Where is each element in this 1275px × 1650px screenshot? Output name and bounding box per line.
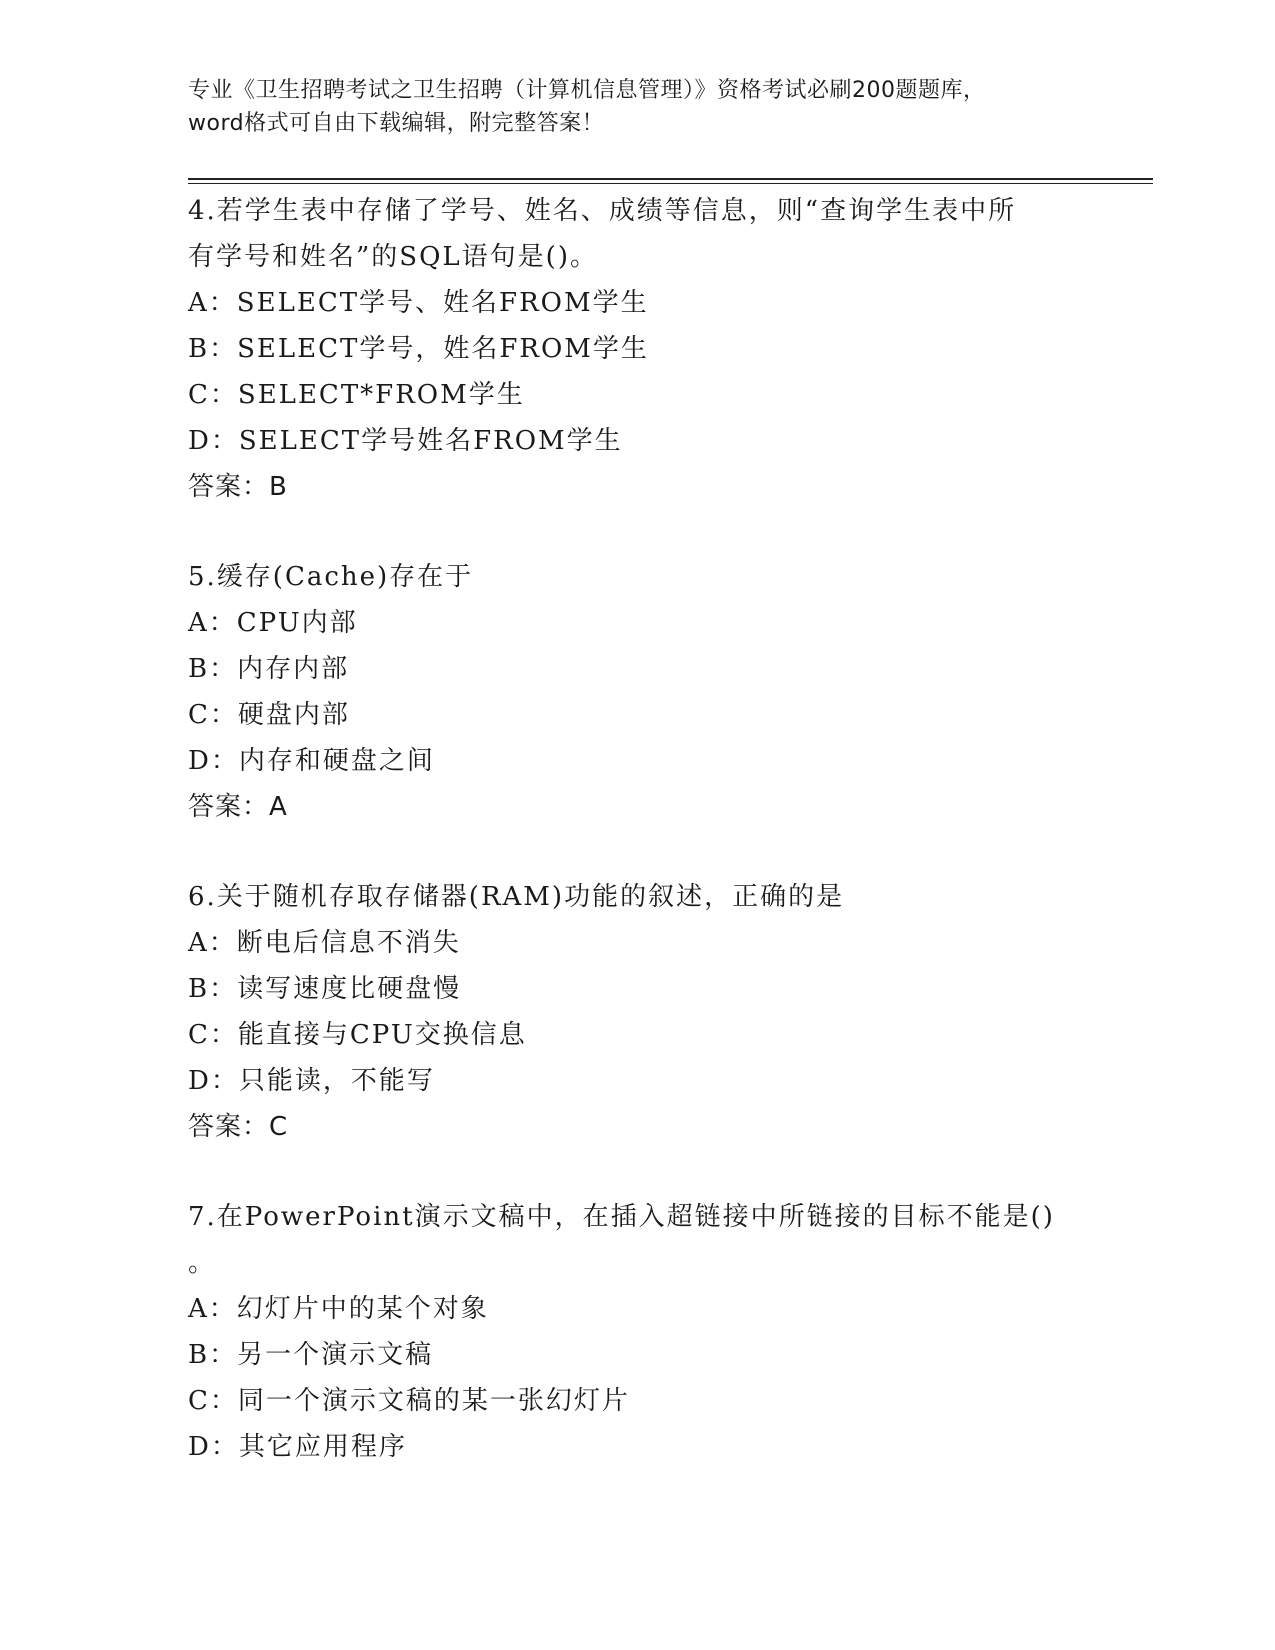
answer-line: 答案：C bbox=[188, 1112, 289, 1142]
option-c: C：硬盘内部 bbox=[188, 700, 350, 730]
header-line-1: 专业《卫生招聘考试之卫生招聘（计算机信息管理）》资格考试必刷200题题库， bbox=[188, 78, 986, 103]
question-stem-line: 7.在PowerPoint演示文稿中，在插入超链接中所链接的目标不能是() bbox=[188, 1202, 1055, 1232]
option-d: D：SELECT学号姓名FROM学生 bbox=[188, 426, 623, 456]
header-divider-thick bbox=[188, 178, 1153, 180]
question-spacer bbox=[188, 510, 1088, 554]
question-stem-line: 有学号和姓名”的SQL语句是()。 bbox=[188, 242, 598, 272]
question-5 bbox=[188, 554, 1088, 830]
question-4 bbox=[188, 188, 1088, 510]
question-list bbox=[188, 188, 1088, 1470]
option-a: A：CPU内部 bbox=[188, 608, 358, 638]
question-7 bbox=[188, 1194, 1088, 1470]
header-line-2: word格式可自由下载编辑，附完整答案！ bbox=[188, 111, 605, 136]
option-a: A：幻灯片中的某个对象 bbox=[188, 1294, 489, 1324]
answer-line: 答案：B bbox=[188, 472, 288, 502]
question-6 bbox=[188, 874, 1088, 1150]
question-spacer bbox=[188, 1150, 1088, 1194]
question-stem-line: 。 bbox=[188, 1248, 217, 1278]
option-b: B：读写速度比硬盘慢 bbox=[188, 974, 462, 1004]
header-divider-thin bbox=[188, 183, 1153, 184]
option-d: D：其它应用程序 bbox=[188, 1432, 407, 1462]
question-stem-line: 4.若学生表中存储了学号、姓名、成绩等信息，则“查询学生表中所 bbox=[188, 196, 1017, 226]
answer-line: 答案：A bbox=[188, 792, 288, 822]
option-c: C：能直接与CPU交换信息 bbox=[188, 1020, 527, 1050]
option-b: B：内存内部 bbox=[188, 654, 350, 684]
document-header bbox=[188, 74, 1088, 140]
option-a: A：SELECT学号、姓名FROM学生 bbox=[188, 288, 649, 318]
option-b: B：另一个演示文稿 bbox=[188, 1340, 434, 1370]
option-b: B：SELECT学号，姓名FROM学生 bbox=[188, 334, 649, 364]
option-c: C：SELECT*FROM学生 bbox=[188, 380, 525, 410]
question-stem-line: 6.关于随机存取存储器(RAM)功能的叙述，正确的是 bbox=[188, 882, 845, 912]
option-a: A：断电后信息不消失 bbox=[188, 928, 461, 958]
option-c: C：同一个演示文稿的某一张幻灯片 bbox=[188, 1386, 630, 1416]
option-d: D：只能读，不能写 bbox=[188, 1066, 435, 1096]
question-stem-line: 5.缓存(Cache)存在于 bbox=[188, 562, 474, 592]
question-spacer bbox=[188, 830, 1088, 874]
option-d: D：内存和硬盘之间 bbox=[188, 746, 435, 776]
